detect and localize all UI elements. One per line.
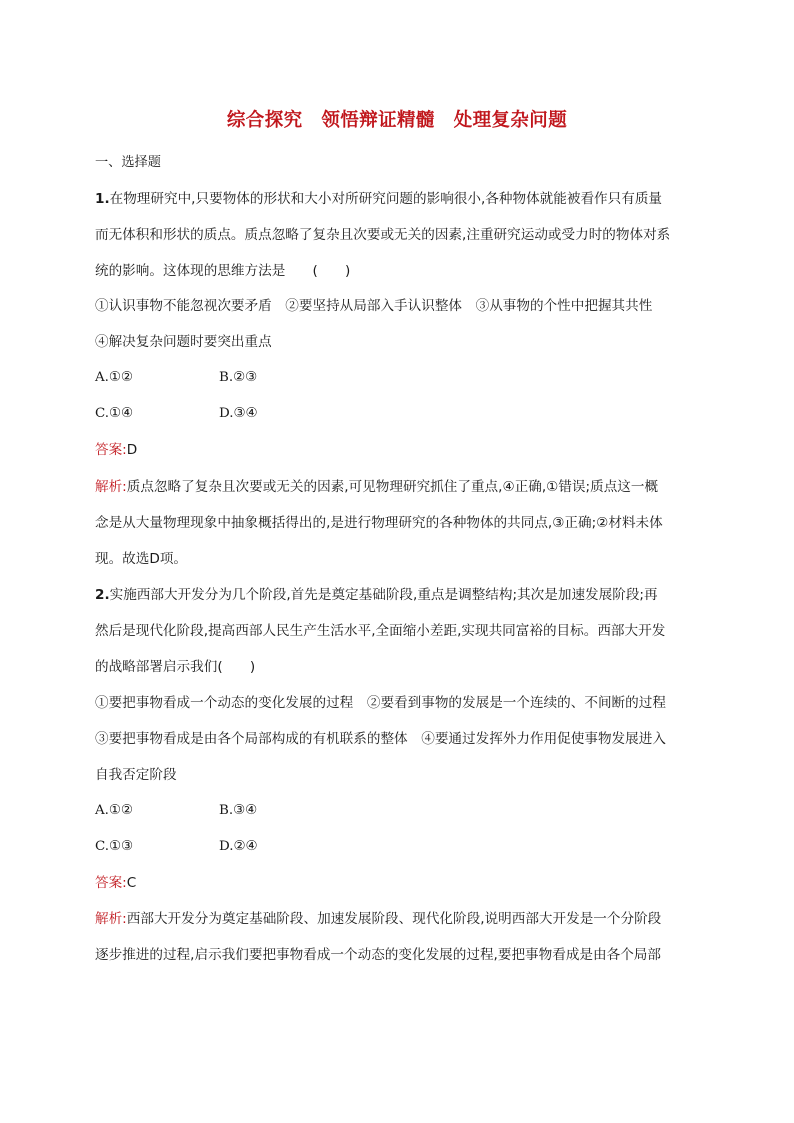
- q2-analysis-label: 解析:: [95, 911, 127, 927]
- q2-statements-line-2: ③要把事物看成是由各个局部构成的有机联系的整体 ④要通过发挥外力作用促使事物发展进入: [95, 731, 666, 747]
- q1-option-a: A.①②: [95, 370, 133, 385]
- q2-answer-label: 答案:: [95, 875, 127, 891]
- q1-stem-line-1: 1.在物理研究中,只要物体的形状和大小对所研究问题的影响很小,各种物体就能被看作只有质量: [95, 191, 663, 207]
- q1-option-b: B.②③: [219, 370, 258, 385]
- q2-option-a: A.①②: [95, 803, 133, 818]
- q1-option-d: D.③④: [219, 406, 258, 421]
- q2-stem-line-2: 然后是现代化阶段,提高西部人民生产生活水平,全面缩小差距,实现共同富裕的目标。西部大开发: [95, 623, 666, 639]
- q2-option-d: D.②④: [219, 839, 258, 854]
- q2-analysis-line-2: 逐步推进的过程,启示我们要把事物看成一个动态的变化发展的过程,要把事物看成是由各个局部: [95, 947, 661, 963]
- q2-analysis-line-1: 解析:西部大开发分为奠定基础阶段、加速发展阶段、现代化阶段,说明西部大开发是一个分阶段: [95, 911, 662, 927]
- q1-stem-line-2: 而无体积和形状的质点。质点忽略了复杂且次要或无关的因素,注重研究运动或受力时的物体对系: [95, 227, 671, 243]
- q1-option-c: C.①④: [95, 406, 134, 421]
- page-title: 综合探究 领悟辩证精髓 处理复杂问题: [226, 110, 568, 131]
- q1-answer-value: D: [126, 442, 138, 458]
- q1-analysis-label: 解析:: [95, 479, 127, 495]
- q2-statements-line-1: ①要把事物看成一个动态的变化发展的过程 ②要看到事物的发展是一个连续的、不间断的过程: [95, 695, 666, 711]
- q2-answer-value: C: [126, 875, 137, 891]
- q2-stem-line-3: 的战略部署启示我们( ): [95, 659, 256, 675]
- q1-number: 1.: [95, 191, 110, 207]
- q1-analysis-line-3: 现。故选D项。: [95, 551, 188, 567]
- q1-statements-line-1: ①认识事物不能忽视次要矛盾 ②要坚持从局部入手认识整体 ③从事物的个性中把握其共性: [95, 298, 653, 314]
- q1-stem-line-3: 统的影响。这体现的思维方法是 ( ): [95, 263, 351, 279]
- q2-option-c: C.①③: [95, 839, 134, 854]
- q2-number: 2.: [95, 587, 110, 603]
- q1-statements-line-2: ④解决复杂问题时要突出重点: [95, 334, 272, 350]
- q2-answer: [95, 873, 707, 893]
- section-heading: 一、选择题: [95, 155, 161, 170]
- q1-answer-label: 答案:: [95, 442, 127, 458]
- q2-statements-line-3: 自我否定阶段: [95, 767, 177, 783]
- q2-stem-line-1: 2.实施西部大开发分为几个阶段,首先是奠定基础阶段,重点是调整结构;其次是加速发展阶段;再: [95, 587, 658, 603]
- q1-analysis-line-1: 解析:质点忽略了复杂且次要或无关的因素,可见物理研究抓住了重点,④正确,①错误;质点这一概: [95, 479, 659, 495]
- q2-option-b: B.③④: [219, 803, 258, 818]
- q1-answer: [95, 440, 707, 460]
- q1-analysis-line-2: 念是从大量物理现象中抽象概括得出的,是进行物理研究的各种物体的共同点,③正确;②材料未体: [95, 515, 663, 531]
